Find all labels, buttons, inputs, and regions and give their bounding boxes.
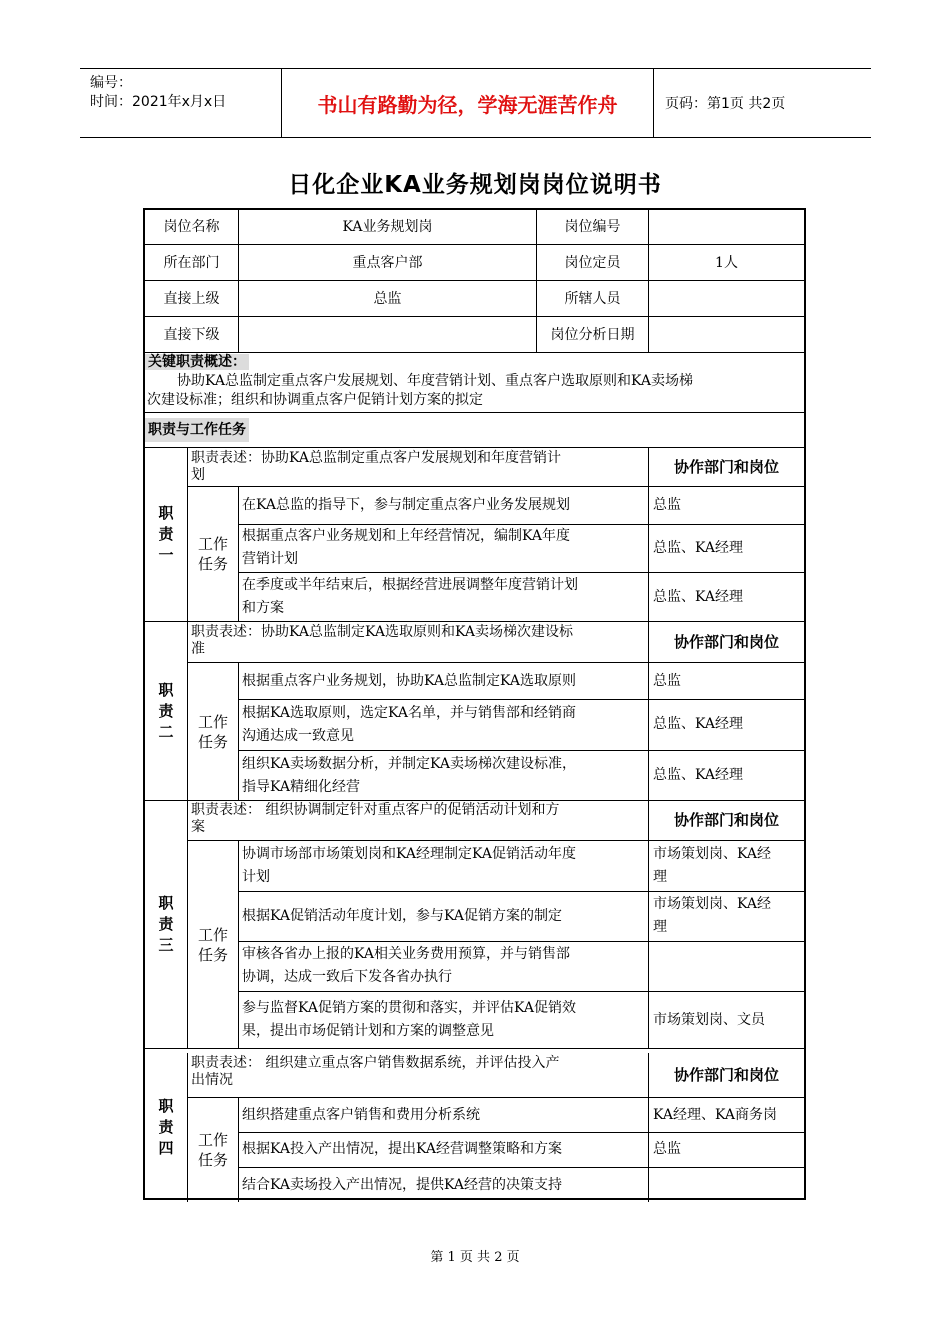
task-line: 和方案: [242, 600, 284, 616]
subordinate-value: [239, 317, 536, 352]
duty-statement-line: 职责表述：协助KA总监制定KA选取原则和KA卖场梯次建设标: [191, 624, 574, 640]
analysis-date-label: 岗位分析日期: [550, 326, 635, 343]
duty-name-char: 责: [158, 525, 174, 543]
collab-header-label: 协作部门和岗位: [673, 811, 779, 829]
task-line: 协调，达成一致后下发各省办执行: [242, 969, 452, 985]
task-text: [239, 891, 648, 941]
task-line: 沟通达成一致意见: [242, 727, 354, 744]
duty-statement-line: 职责表述： 组织协调制定针对重点客户的促销活动计划和方: [191, 802, 560, 818]
collab-line: 市场策划岗、KA经: [653, 846, 772, 862]
document-header: [80, 68, 871, 138]
collab-header-label: 协作部门和岗位: [673, 633, 779, 651]
collab-header: [649, 800, 804, 840]
task-collab: [649, 991, 804, 1049]
task-line: 在季度或半年结束后，根据经营进展调整年度营销计划: [242, 577, 578, 593]
task-line: 结合KA卖场投入产出情况，提供KA经营的决策支持: [242, 1176, 563, 1193]
job-description-table: [143, 208, 806, 1200]
staff-value: [649, 281, 804, 316]
duty-name-char: 三: [158, 935, 174, 954]
duty-name-char: 责: [158, 1118, 174, 1136]
collab-line: KA经理、KA商务岗: [653, 1106, 778, 1123]
collab-header-label: 协作部门和岗位: [673, 458, 779, 476]
task-text: [239, 841, 648, 891]
task-line: 在KA总监的指导下，参与制定重点客户业务发展规划: [242, 497, 571, 513]
task-collab: [649, 841, 804, 891]
task-line: 根据KA促销活动年度计划，参与KA促销方案的制定: [242, 907, 563, 924]
duty-name-char: 二: [158, 722, 174, 741]
task-label-line: 工作: [197, 1131, 228, 1149]
duty-name-char: 职: [158, 680, 174, 699]
dept-label: 所在部门: [163, 254, 220, 271]
collab-line: 总监、KA经理: [653, 539, 744, 556]
task-collab: [649, 663, 804, 699]
summary-label: 关键职责概述：: [145, 354, 249, 370]
analysis-date-value: [649, 317, 804, 352]
duty-name: [145, 448, 187, 621]
duty-name-char: 职: [158, 893, 174, 912]
superior-value: 总监: [373, 290, 402, 307]
task-label: [188, 663, 238, 800]
task-collab: [649, 1132, 804, 1167]
page-title: 日化企业KA业务规划岗岗位说明书: [288, 172, 662, 198]
superior-label: 直接上级: [163, 290, 220, 307]
task-label-line: 任务: [197, 732, 228, 751]
collab-line: 理: [653, 869, 667, 885]
task-text: [239, 1098, 648, 1132]
time-label: 时间：2021年x月x日: [90, 94, 227, 110]
page-footer: 第 1 页 共 2 页: [430, 1250, 520, 1265]
duty-statement-line: 准: [191, 641, 205, 657]
collab-header: [649, 448, 804, 486]
duty-statement-line: 职责表述：协助KA总监制定重点客户发展规划和年度营销计: [191, 450, 562, 466]
task-line: 组织KA卖场数据分析，并制定KA卖场梯次建设标准，: [242, 755, 577, 772]
task-text: [239, 663, 648, 699]
task-text: [239, 1167, 648, 1203]
duty-name-char: 责: [158, 701, 174, 720]
duty-name-char: 职: [158, 504, 174, 522]
duty-statement: [188, 622, 648, 662]
post-no-label: 岗位编号: [564, 219, 621, 235]
task-text: [239, 750, 648, 801]
header-meta: [80, 69, 282, 137]
task-collab: [649, 572, 804, 622]
task-collab: [649, 699, 804, 750]
task-collab: [649, 524, 804, 572]
task-text: [239, 699, 648, 750]
header-motto: 书山有路勤为径，学海无涯苦作舟: [282, 69, 654, 137]
duty-statement: [188, 800, 648, 840]
task-label: [188, 487, 238, 621]
collab-line: 总监、KA经理: [653, 716, 744, 732]
task-line: 参与监督KA促销方案的贯彻和落实，并评估KA促销效: [242, 1000, 577, 1016]
task-label-line: 工作: [197, 535, 228, 553]
task-text: [239, 991, 648, 1049]
task-line: 营销计划: [242, 551, 298, 567]
dept-value: 重点客户部: [352, 254, 423, 271]
collab-line: 总监: [653, 672, 681, 689]
collab-line: 总监: [653, 1141, 681, 1157]
duty-name-char: 四: [158, 1139, 174, 1157]
task-label-line: 工作: [197, 712, 228, 731]
duties-header: [145, 413, 804, 447]
collab-line: 总监、KA经理: [653, 767, 744, 783]
task-line: 指导KA精细化经营: [242, 778, 361, 795]
task-text: [239, 941, 648, 991]
task-collab: [649, 1167, 804, 1203]
task-label: [188, 841, 238, 1048]
task-line: 组织搭建重点客户销售和费用分析系统: [242, 1106, 480, 1123]
duty-statement-line: 案: [191, 819, 205, 835]
task-label-line: 工作: [197, 925, 228, 944]
task-label: [188, 1098, 238, 1202]
collab-header: [649, 1053, 804, 1097]
task-collab: [649, 750, 804, 801]
post-name-value: KA业务规划岗: [342, 219, 433, 235]
collab-line: 总监: [653, 497, 681, 513]
collab-line: 市场策划岗、KA经: [653, 896, 772, 912]
collab-header-label: 协作部门和岗位: [673, 1066, 779, 1084]
task-label-line: 任务: [197, 555, 228, 573]
collab-line: 理: [653, 919, 667, 935]
subordinate-label: 直接下级: [163, 326, 220, 343]
duties-label: 职责与工作任务: [145, 418, 249, 442]
task-line: 根据KA投入产出情况，提出KA经营调整策略和方案: [242, 1141, 563, 1157]
task-text: [239, 1132, 648, 1167]
task-label-line: 任务: [197, 945, 228, 964]
duty-statement-line: 出情况: [191, 1072, 233, 1088]
duty-statement-line: 职责表述： 组织建立重点客户销售数据系统，并评估投入产: [191, 1055, 560, 1071]
task-label-line: 任务: [197, 1151, 228, 1169]
staff-label: 所辖人员: [564, 290, 621, 307]
task-text: [239, 487, 648, 524]
duty-name-char: 一: [158, 546, 174, 564]
summary-line-2: 次建设标准；组织和协调重点客户促销计划方案的拟定: [147, 392, 483, 408]
collab-line: 市场策划岗、文员: [653, 1011, 765, 1028]
task-collab: [649, 941, 804, 991]
duty-name: [145, 1053, 187, 1202]
quota-value: 1人: [715, 254, 738, 271]
duty-name-char: 职: [158, 1097, 174, 1115]
task-line: 审核各省办上报的KA相关业务费用预算，并与销售部: [242, 946, 571, 962]
task-collab: [649, 487, 804, 524]
collab-line: 总监、KA经理: [653, 588, 744, 605]
task-collab: [649, 891, 804, 941]
task-line: 根据重点客户业务规划和上年经营情况，编制KA年度: [242, 528, 571, 544]
post-no-value: [649, 210, 804, 244]
duty-statement: [188, 448, 648, 486]
summary-block: [145, 353, 804, 411]
duty-name: [145, 800, 187, 1048]
summary-line-1: 协助KA总监制定重点客户发展规划、年度营销计划、重点客户选取原则和KA卖场梯: [177, 373, 694, 389]
quota-label: 岗位定员: [564, 254, 621, 271]
number-label: 编号：: [90, 75, 132, 91]
collab-header: [649, 622, 804, 662]
task-line: 协调市场部市场策划岗和KA经理制定KA促销活动年度: [242, 846, 577, 862]
task-line: 根据KA选取原则，选定KA名单，并与销售部和经销商: [242, 704, 577, 721]
task-text: [239, 572, 648, 622]
header-page-info: 页码：第1页 共2页: [665, 96, 786, 112]
task-line: 果，提出市场促销计划和方案的调整意见: [242, 1023, 494, 1039]
post-name-label: 岗位名称: [163, 219, 220, 235]
duty-statement: [188, 1053, 648, 1097]
duty-name: [145, 622, 187, 800]
duty-name-char: 责: [158, 914, 174, 933]
task-collab: [649, 1098, 804, 1132]
task-line: 根据重点客户业务规划，协助KA总监制定KA选取原则: [242, 672, 577, 689]
task-text: [239, 524, 648, 572]
duty-statement-line: 划: [191, 467, 205, 483]
task-line: 计划: [242, 869, 270, 885]
